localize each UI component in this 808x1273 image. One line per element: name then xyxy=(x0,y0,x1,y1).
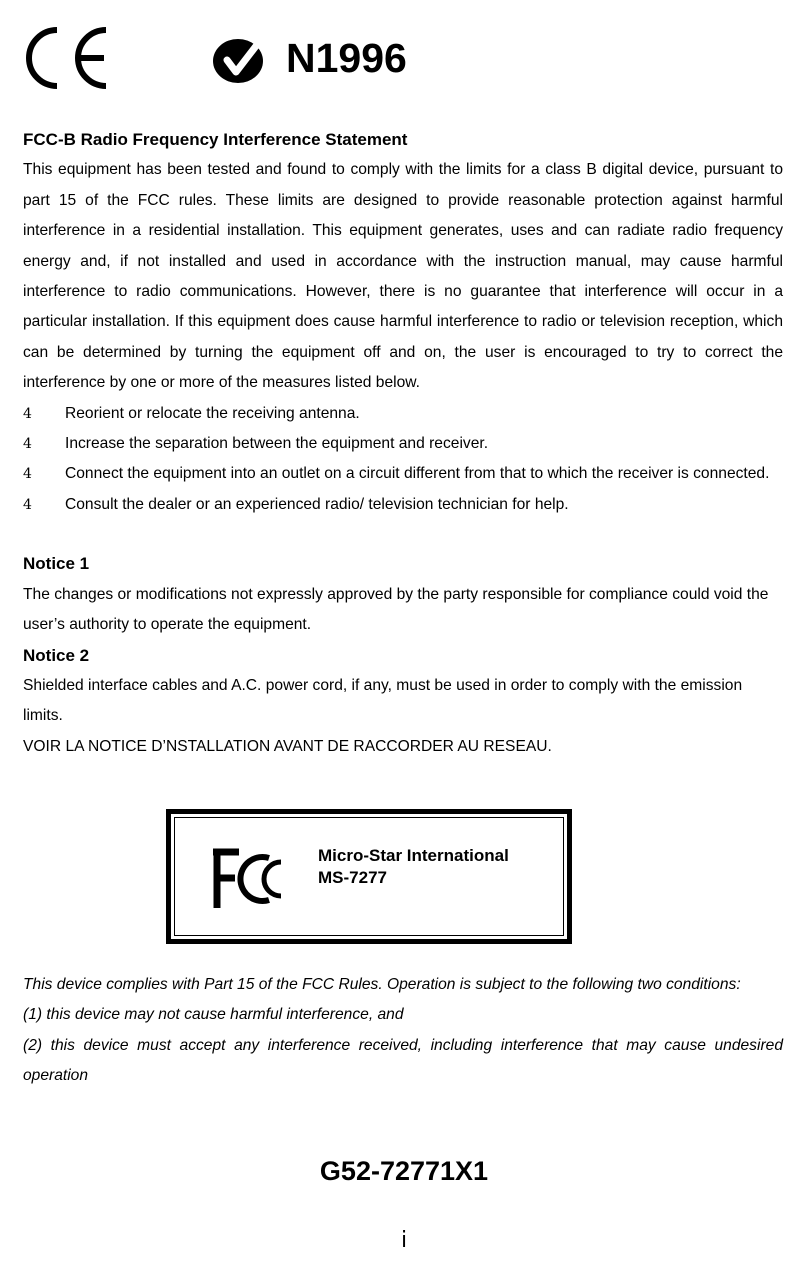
list-item xyxy=(23,490,783,520)
compliance-statement xyxy=(23,970,783,1092)
fcc-logo-icon xyxy=(209,848,291,910)
measure-text: Connect the equipment into an outlet on a circuit different from that to which the receiver is connected. xyxy=(65,465,770,483)
model-number: MS-7277 xyxy=(318,868,387,887)
notice1-body: The changes or modifications not expressly approved by the party responsible for compliance could void the user’s authority to operate the equipment. xyxy=(23,585,769,634)
main-content xyxy=(23,125,783,762)
measure-text: Reorient or relocate the receiving antenna. xyxy=(65,404,360,422)
compliance-line: This device complies with Part 15 of the FCC Rules. Operation is subject to the following two conditions: xyxy=(23,976,741,993)
notice2-body: Shielded interface cables and A.C. power cord, if any, must be used in order to comply with the emission limits. xyxy=(23,676,743,725)
fcc-statement-body: This equipment has been tested and found to comply with the limits for a class B digital device, pursuant to part 15 of the FCC rules. These limits are designed to provide reasonable protection against harmful interference in a residential installation. This equipment generates, uses and can radiate radio frequency energy and, if not installed and used in accordance with the instruction manual, may cause harmful interference to radio communications. However, there is no guarantee that interference will occur in a particular installation. If this equipment does cause harmful interference to radio or television reception, which can be determined by turning the equipment off and on, the user is encouraged to try to correct the interference by one or more of the measures listed below. xyxy=(23,161,783,392)
measure-text: Increase the separation between the equipment and receiver. xyxy=(65,435,489,453)
compliance-line: (1) this device may not cause harmful interference, and xyxy=(23,1006,404,1024)
bullet-icon: 4 xyxy=(23,496,32,513)
measures-list xyxy=(23,399,783,521)
certification-logos xyxy=(24,22,524,94)
company-name: Micro-Star International xyxy=(318,846,509,865)
compliance-line: (2) this device must accept any interference received, including interference that may cause undesired operation xyxy=(23,1036,783,1085)
list-item xyxy=(23,429,783,459)
bullet-icon: 4 xyxy=(23,466,32,483)
c-tick-mark-icon xyxy=(212,38,266,84)
fcc-label-text xyxy=(318,845,509,889)
fcc-label-inner-frame xyxy=(174,817,564,936)
c-tick-code: N1996 xyxy=(286,35,407,81)
notice2-title: Notice 2 xyxy=(23,645,90,665)
ce-mark-icon xyxy=(24,24,114,92)
french-notice: VOIR LA NOTICE D’NSTALLATION AVANT DE RACCORDER AU RESEAU. xyxy=(23,737,552,755)
fcc-statement-title: FCC-B Radio Frequency Interference Statement xyxy=(23,130,408,149)
notice1-title: Notice 1 xyxy=(23,554,90,574)
bullet-icon: 4 xyxy=(23,405,32,422)
fcc-label-box xyxy=(166,809,572,944)
measure-text: Consult the dealer or an experienced radio/ television technician for help. xyxy=(65,495,569,513)
document-code: G52-72771X1 xyxy=(319,1156,489,1186)
list-item xyxy=(23,459,783,489)
bullet-icon: 4 xyxy=(23,436,32,453)
list-item xyxy=(23,399,783,429)
page-number: i xyxy=(400,1228,408,1253)
